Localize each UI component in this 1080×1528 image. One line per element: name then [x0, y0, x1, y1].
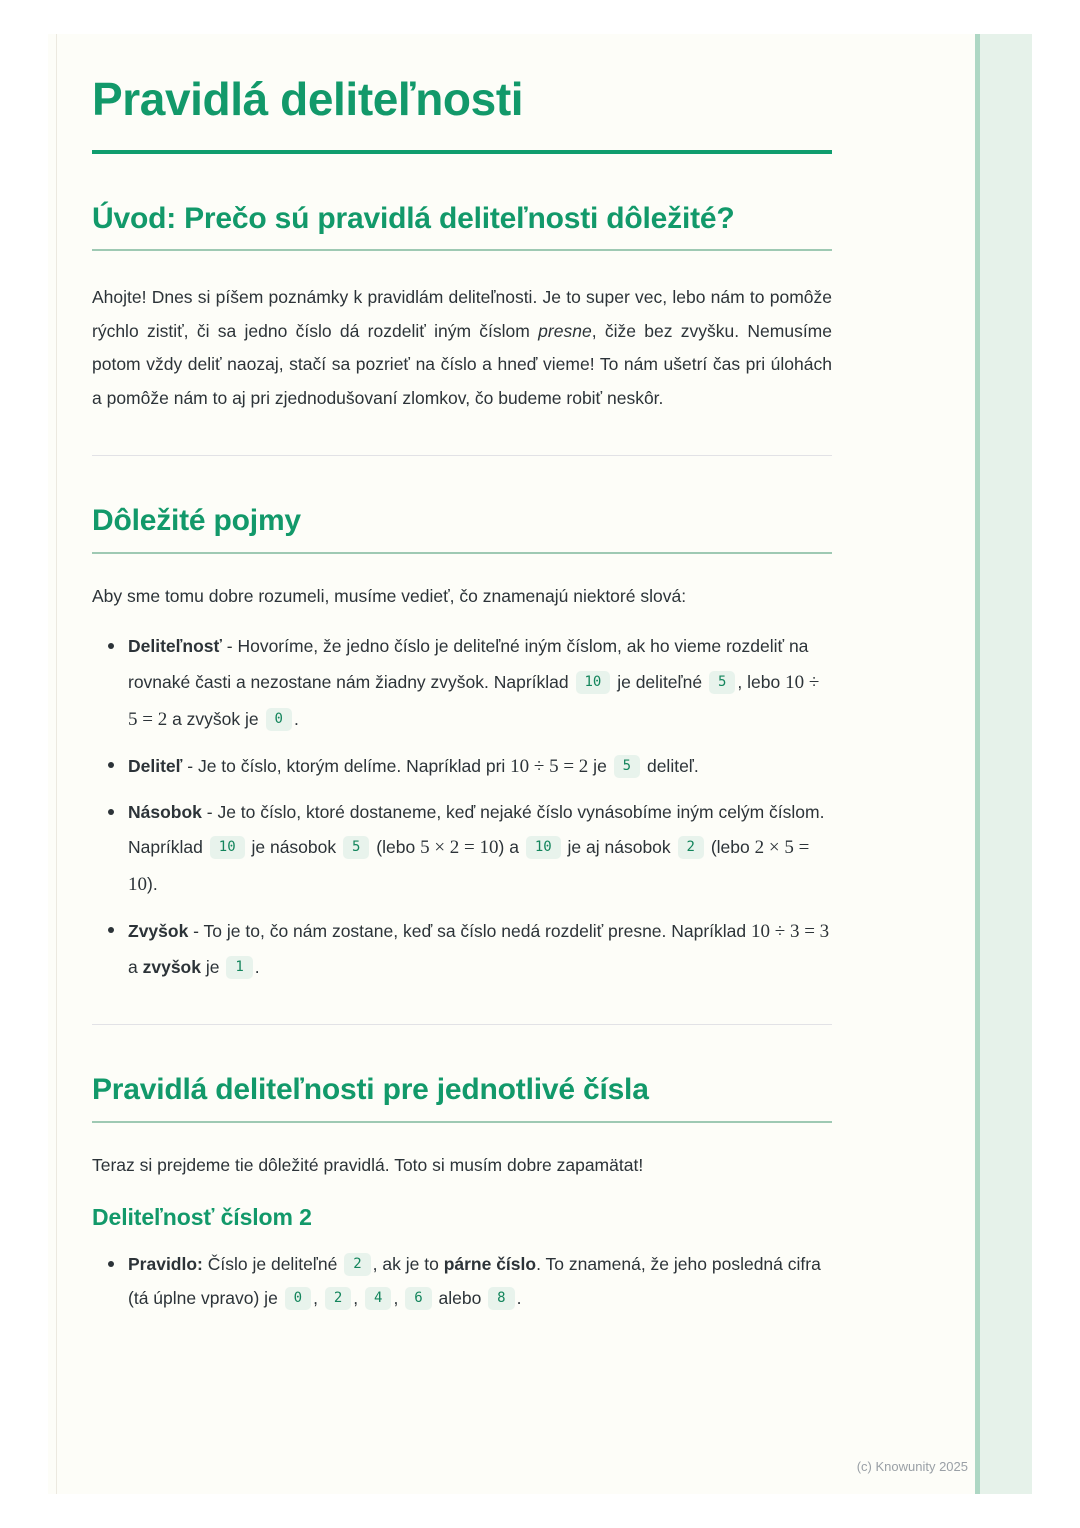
section-heading-terms: Dôležité pojmy — [92, 504, 301, 538]
rule-text: alebo — [433, 1288, 487, 1309]
code-chip: 10 — [526, 836, 561, 859]
intro-emphasis-presne: presne — [538, 320, 592, 341]
rule-text: , — [353, 1288, 364, 1309]
document-content — [92, 74, 832, 1325]
code-chip: 4 — [365, 1287, 391, 1310]
term-text: a — [128, 957, 143, 978]
section-heading-intro: Úvod: Prečo sú pravidlá deliteľnosti dôležité? — [92, 201, 735, 235]
code-chip: 10 — [576, 671, 611, 694]
code-chip: 5 — [709, 671, 735, 694]
page-right-side-strip-edge — [975, 34, 980, 1494]
rule-text: , — [313, 1288, 323, 1309]
rules-list — [92, 1247, 832, 1315]
term-text: ) a — [498, 836, 524, 857]
math-expression: 2 × 5 = 10 — [128, 836, 810, 895]
term-text: . — [293, 708, 299, 729]
rule-label: Pravidlo: — [128, 1254, 203, 1275]
list-item — [128, 748, 832, 785]
term-name: Násobok — [128, 801, 202, 822]
code-chip: 2 — [325, 1287, 351, 1310]
document-page — [48, 34, 1032, 1494]
list-item — [128, 913, 832, 984]
rule-emphasis-parne-cislo: párne číslo — [443, 1254, 537, 1275]
code-chip: 5 — [343, 836, 369, 859]
intro-paragraph — [92, 281, 832, 415]
code-chip: 5 — [614, 755, 640, 778]
math-expression: 10 ÷ 5 = 2 — [510, 755, 589, 777]
page-title: Pravidlá deliteľnosti — [92, 73, 524, 125]
term-text: je — [588, 755, 612, 776]
list-item — [128, 795, 832, 903]
term-text: - Hovoríme, že jedno číslo je deliteľné iným číslom, ak ho vieme rozdeliť na rovnaké časti a nezostane nám žiadny zvyšok. Napríklad — [128, 636, 809, 692]
rule-text: . — [516, 1288, 522, 1309]
math-expression: 10 ÷ 5 = 2 — [128, 671, 820, 730]
code-chip: 8 — [488, 1287, 514, 1310]
term-text: je deliteľné — [612, 671, 707, 692]
term-text: je — [200, 957, 225, 978]
term-text: je aj násobok — [562, 836, 676, 857]
term-text: deliteľ. — [642, 755, 699, 776]
terms-lead-paragraph: Aby sme tomu dobre rozumeli, musíme vedieť, čo znamenajú niektoré slová: — [92, 585, 687, 606]
term-text: (lebo — [705, 836, 755, 857]
term-text: . — [254, 957, 260, 978]
code-chip: 0 — [266, 708, 292, 731]
term-name: Deliteľnosť — [128, 636, 222, 657]
section-heading-rules: Pravidlá deliteľnosti pre jednotlivé čísla — [92, 1073, 649, 1107]
code-chip: 2 — [344, 1253, 370, 1276]
term-text: je násobok — [246, 836, 341, 857]
rule-text: . To znamená, že jeho posledná cifra (tá úplne vpravo) je — [128, 1254, 821, 1309]
term-text: , lebo — [737, 671, 786, 692]
page-right-side-strip — [975, 34, 1032, 1494]
page-left-margin-rule — [56, 34, 57, 1494]
math-expression: 5 × 2 = 10 — [420, 836, 499, 858]
code-chip: 1 — [226, 956, 252, 979]
math-expression: 10 ÷ 3 = 3 — [751, 920, 830, 942]
rule-text: , ak je to — [372, 1254, 444, 1275]
intro-text-part1: Ahojte! Dnes si píšem poznámky k pravidlám deliteľnosti. Je to super vec, lebo nám to pomôže rýchlo zistiť, či sa jedno číslo dá rozdeliť iným číslom — [92, 287, 832, 341]
term-name: Deliteľ — [128, 755, 183, 776]
rule-text: , — [393, 1288, 404, 1309]
code-chip: 0 — [285, 1287, 311, 1310]
term-text: a zvyšok je — [167, 708, 264, 729]
footer-watermark: (c) Knowunity 2025 — [856, 1459, 968, 1474]
rules-lead-paragraph: Teraz si prejdeme tie dôležité pravidlá. Toto si musím dobre zapamätat! — [92, 1154, 644, 1175]
term-text: - Je to číslo, ktoré dostaneme, keď nejaké číslo vynásobíme iným celým číslom. Napríklad — [128, 801, 825, 857]
terms-list — [92, 629, 832, 984]
rule-text: Číslo je deliteľné — [202, 1254, 343, 1275]
code-chip: 10 — [210, 836, 245, 859]
list-item — [128, 1247, 832, 1315]
term-emphasis-zvysok: zvyšok — [142, 957, 201, 978]
subsection-heading-divisible-by-2: Deliteľnosť číslom 2 — [92, 1204, 312, 1231]
code-chip: 6 — [405, 1287, 431, 1310]
code-chip: 2 — [678, 836, 704, 859]
term-text: (lebo — [371, 836, 421, 857]
intro-text-part2: , čiže bez zvyšku. Nemusíme potom vždy deliť naozaj, stačí sa pozrieť na číslo a hneď vieme! To nám ušetrí čas pri úlohách a pomôže nám to aj pri zjednodušovaní zlomkov, čo budeme robiť neskôr. — [92, 320, 832, 408]
term-text: - To je to, čo nám zostane, keď sa číslo nedá rozdeliť presne. Napríklad — [188, 920, 752, 941]
list-item — [128, 629, 832, 737]
term-text: - Je to číslo, ktorým delíme. Napríklad pri — [182, 755, 511, 776]
term-text: ). — [147, 873, 158, 894]
term-name: Zvyšok — [128, 920, 189, 941]
